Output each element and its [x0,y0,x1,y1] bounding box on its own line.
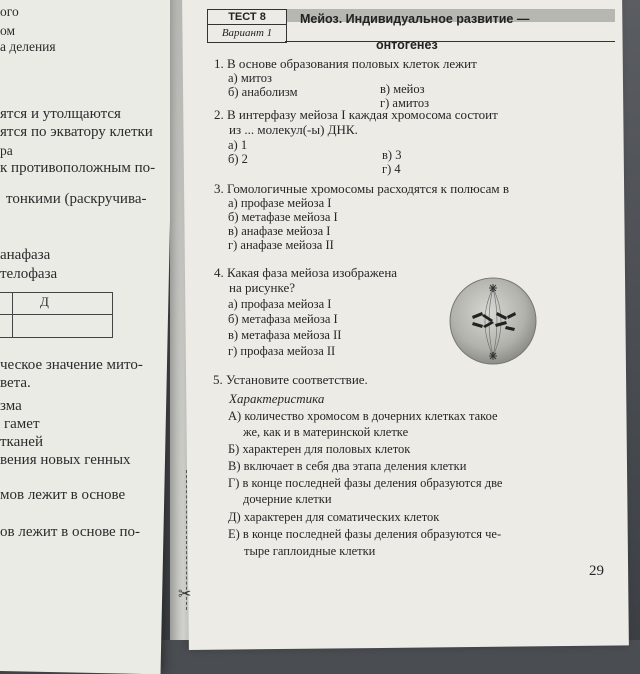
question-5: 5. Установите соответствие. [213,372,368,387]
q5-item: Д) характерен для соматических клеток [228,510,440,524]
q5-item: В) включает в себя два этапа деления клетки [228,459,467,473]
left-line: мов лежит в основе [0,487,126,503]
q3-option-b: б) метафазе мейоза I [228,210,338,224]
scissors-icon: ✂ [178,586,192,603]
left-line: тканей [0,434,43,450]
q5-item: А) количество хромосом в дочерних клетках такое [228,409,498,423]
left-line: ческое значение мито- [0,357,143,373]
question-2-cont: из ... молекул(-ы) ДНК. [229,122,358,137]
q3-option-g: г) анафазе мейоза II [228,238,334,252]
left-line: зма [0,398,22,414]
q5-item: Е) в конце последней фазы деления образуются че- [228,527,502,541]
page-title-cont: онтогенез [376,38,438,52]
header-rule [285,41,615,42]
page-title: Мейоз. Индивидуальное развитие — [300,12,530,26]
question-4-cont: на рисунке? [229,280,296,295]
q2-option-b: б) 2 [228,152,248,166]
question-4: 4. Какая фаза мейоза изображена [214,265,398,280]
question-2: 2. В интерфазу мейоза I каждая хромосома состоит [214,107,498,122]
q4-option-b: б) метафаза мейоза I [228,312,338,326]
left-line: тонкими (раскручива- [6,191,147,207]
q3-option-a: а) профазе мейоза I [228,196,332,210]
table-header-cell: Д [40,294,49,309]
left-line: ов лежит в основе по- [0,524,140,540]
q4-option-g: г) профаза мейоза II [228,344,336,358]
meiosis-cell-icon [447,276,539,366]
q1-option-g: г) амитоз [380,96,430,110]
left-line: а деления [0,39,56,54]
left-line: вения новых генных [0,452,131,468]
q5-item: тыре гаплоидные клетки [244,544,376,558]
left-line: ра [0,143,13,158]
q1-option-a: а) митоз [228,71,272,85]
question-3: 3. Гомологичные хромосомы расходятся к полюсам в [214,181,510,196]
left-line: гамет [4,416,40,432]
q4-option-v: в) метафаза мейоза II [228,328,342,342]
q5-item: дочерние клетки [243,492,332,506]
left-line: ого [0,4,19,19]
left-line: ятся и утолщаются [0,106,121,122]
question-1: 1. В основе образования половых клеток лежит [214,56,477,71]
q5-subheading: Характеристика [229,391,325,406]
page-number: 29 [589,563,604,579]
test-box [207,9,287,43]
left-line: ятся по экватору клетки [0,124,153,140]
q3-option-v: в) анафазе мейоза I [228,224,331,238]
q5-item: Г) в конце последней фазы деления образуются две [228,476,503,490]
left-line: ом [0,23,16,38]
q5-item: же, как и в материнской клетке [243,425,409,439]
left-line: анафаза [0,247,51,263]
variant-label: Вариант 1 [221,27,273,39]
q2-option-v: в) 3 [382,148,402,162]
q4-option-a: а) профаза мейоза I [228,297,332,311]
test-label: ТЕСТ 8 [228,11,266,23]
left-line: вета. [0,375,31,391]
q2-option-a: а) 1 [228,138,248,152]
q5-item: Б) характерен для половых клеток [228,442,411,456]
q1-option-v: в) мейоз [380,82,425,96]
left-line: телофаза [0,266,58,282]
q2-option-g: г) 4 [382,162,401,176]
left-line: к противоположным по- [0,160,156,176]
q1-option-b: б) анаболизм [228,85,298,99]
